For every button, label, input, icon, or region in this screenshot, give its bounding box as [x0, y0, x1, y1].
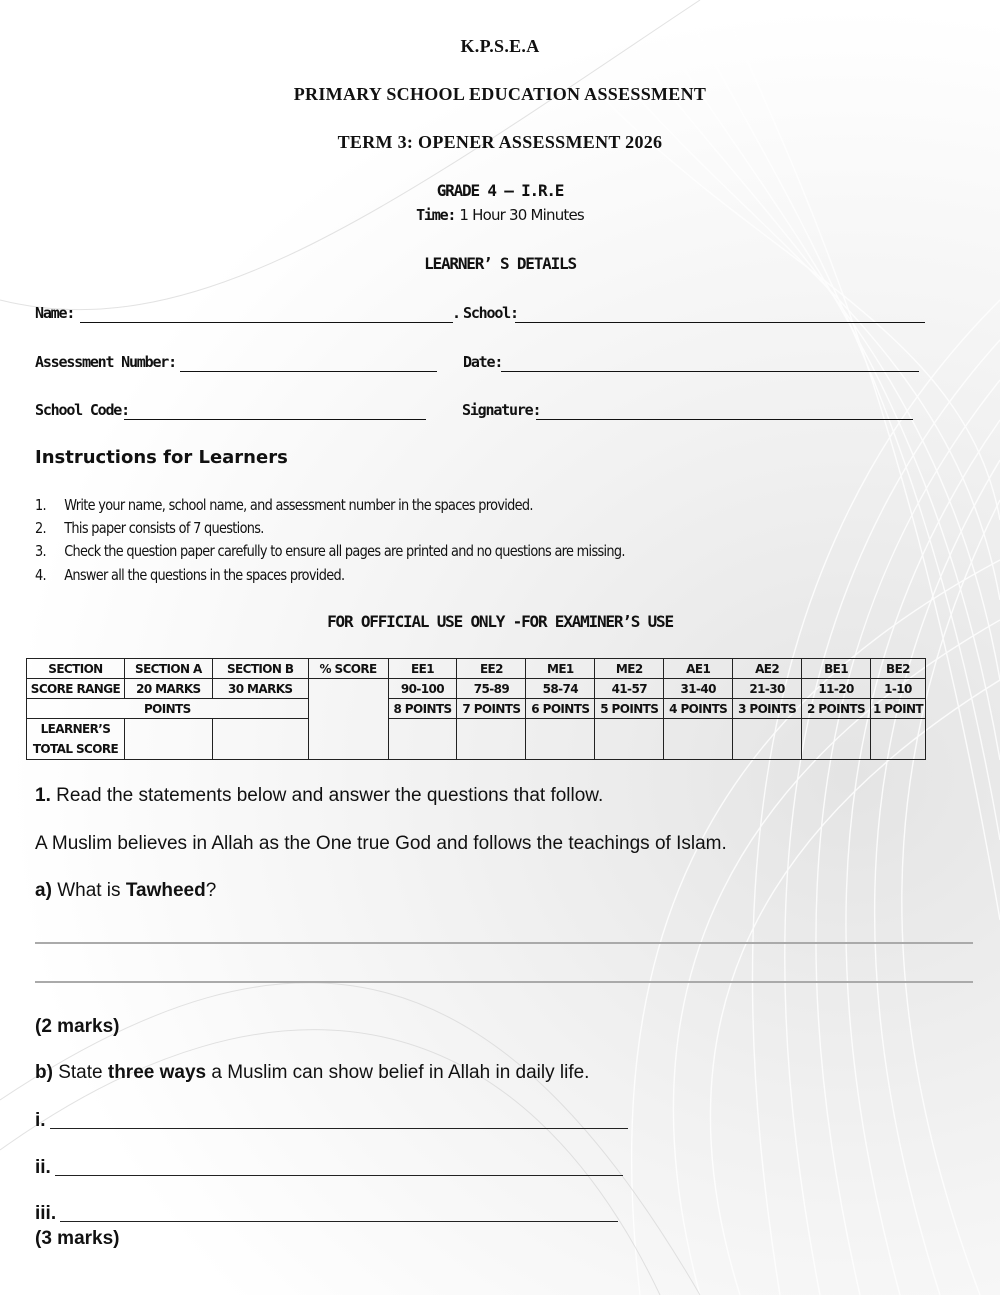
- instruction-item: 4. Answer all the questions in the spaces provided.: [35, 566, 345, 584]
- score-cell[interactable]: [870, 719, 925, 760]
- term-title: TERM 3: OPENER ASSESSMENT 2026: [337, 132, 663, 152]
- percent-score-cell[interactable]: [308, 679, 388, 760]
- answer-item-label: ii.: [35, 1157, 51, 1178]
- table-row: SCORE RANGE 20 MARKS 30 MARKS 90-100 75-89 58-74 41-57 31-40 21-30 11-20 1-10: [27, 679, 926, 699]
- assessment-title: PRIMARY SCHOOL EDUCATION ASSESSMENT: [293, 84, 707, 104]
- name-period: .: [452, 304, 460, 322]
- answer-line[interactable]: [60, 1207, 618, 1222]
- grade-heading: GRADE 4 – I.R.E: [436, 181, 564, 200]
- answer-line[interactable]: [55, 1161, 623, 1176]
- date-field[interactable]: [501, 355, 919, 372]
- assessment-number-field[interactable]: [180, 355, 437, 372]
- table-row: POINTS 8 POINTS 7 POINTS 6 POINTS 5 POINTS 4 POINTS 3 POINTS 2 POINTS 1 POINT: [27, 699, 926, 719]
- time-line: Time: 1 Hour 30 Minutes: [416, 206, 584, 224]
- answer-item-label: iii.: [35, 1203, 57, 1224]
- table-row: [27, 719, 926, 760]
- score-cell[interactable]: [457, 719, 526, 760]
- date-label: Date:: [463, 353, 503, 371]
- learner-total-label: LEARNER’S TOTAL SCORE: [27, 719, 125, 760]
- answer-line[interactable]: [35, 942, 973, 944]
- answer-item-label: i.: [35, 1110, 46, 1131]
- question-1a-marks: (2 marks): [35, 1016, 120, 1037]
- instructions-title: Instructions for Learners: [35, 447, 288, 468]
- school-code-label: School Code:: [35, 401, 129, 419]
- question-1b-marks: (3 marks): [35, 1228, 120, 1249]
- question-1b: b) State three ways a Muslim can show belief in Allah in daily life.: [35, 1062, 590, 1083]
- name-label: Name:: [35, 304, 75, 322]
- question-1-prompt: 1. Read the statements below and answer the questions that follow.: [35, 785, 604, 806]
- table-row: SECTION SECTION A SECTION B % SCORE EE1 EE2 ME1 ME2 AE1 AE2 BE1 BE2: [27, 659, 926, 679]
- question-1-statement: A Muslim believes in Allah as the One true God and follows the teachings of Islam.: [35, 833, 727, 854]
- learner-details-heading: LEARNER’ S DETAILS: [424, 254, 576, 273]
- school-field[interactable]: [515, 306, 925, 323]
- school-label: School:: [463, 304, 518, 322]
- official-use-heading: FOR OFFICIAL USE ONLY -FOR EXAMINER’S USE: [327, 612, 673, 631]
- instruction-item: 3. Check the question paper carefully to ensure all pages are printed and no questions are missing.: [35, 542, 625, 560]
- answer-line[interactable]: [35, 981, 973, 983]
- instruction-item: 2. This paper consists of 7 questions.: [35, 519, 264, 537]
- score-cell[interactable]: [526, 719, 595, 760]
- score-cell[interactable]: [802, 719, 871, 760]
- section-b-score-cell[interactable]: [212, 719, 308, 760]
- score-cell[interactable]: [664, 719, 733, 760]
- question-1a: a) What is Tawheed?: [35, 880, 217, 901]
- instruction-item: 1. Write your name, school name, and assessment number in the spaces provided.: [35, 496, 533, 514]
- signature-field[interactable]: [536, 403, 913, 420]
- score-cell[interactable]: [388, 719, 457, 760]
- name-field[interactable]: [80, 306, 453, 323]
- section-a-score-cell[interactable]: [124, 719, 212, 760]
- official-score-table: [26, 658, 926, 760]
- org-title: K.P.S.E.A: [460, 36, 540, 56]
- signature-label: Signature:: [462, 401, 541, 419]
- assessment-number-label: Assessment Number:: [35, 353, 176, 371]
- score-cell[interactable]: [733, 719, 802, 760]
- score-cell[interactable]: [595, 719, 664, 760]
- school-code-field[interactable]: [124, 403, 426, 420]
- answer-line[interactable]: [50, 1114, 628, 1129]
